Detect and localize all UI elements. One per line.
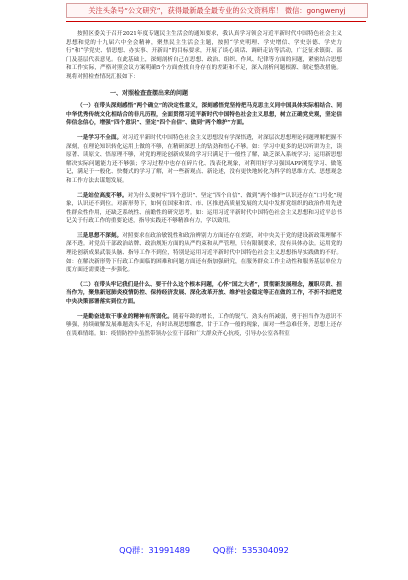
paragraph-point-4: [66, 313, 342, 339]
point-4-text: 随着年龄的增长，工作的锐气、劲头有所减弱，勇于担当作为意识不够强，持续破解发展难题劲头不足，有时出现思想懈怠，甘于工作一般的现象，面对一些急难任务，思想上还存在畏难情绪。如：疫情防控中虽然带领办公室干部和广大群众齐心抗疫，引导办公室各科室: [66, 313, 342, 337]
subsection-1-heading: （一）在带头深刻感悟“两个确立”的决定性意义，深刻感悟党坚持把马克思主义同中国具体实际相结合、同中华优秀传统文化相结合的非凡历程，全面贯彻习近平新时代中国特色社会主义思想，树立正确党史观，坚定信仰信念信心，增强“四个意识”、坚定“四个自信”、做到“两个维护”方面。: [66, 103, 342, 127]
footer-qq-group-1: QQ群：31991489: [119, 545, 191, 555]
point-2-text: 对为什么要树牢“四个意识”、坚定“四个自信”、做到“两个维护”认识还存在“口号化”现象，认识还不到位。对新形势下，如何在国家和省、市、区推进高质量发展的大局中发挥党组织的政治作用先进性群众性作用，还缺乏系统性、前瞻性的研究思考。如：运用习近平新时代中国特色社会主义思想和习近平总书记关于行政工作的重要论述，指导实践还不够精准有力，学以致用。: [66, 192, 342, 225]
subsection-2-heading: （二）在带头牢记我们是什么、要干什么这个根本问题，心怀“国之大者”，贯彻新发展理念，履职尽责、担当作为，聚焦新冠肺炎疫情防控、保持经济发展、深化改革开放、维护社会稳定等正在做的工作，不折不扣把党中央决策部署落实到位方面。: [66, 281, 342, 306]
point-1-text: 对习近平新时代中国特色社会主义思想没有学深悟透，对深层次思想理论问题理解把握不深刻，在理论知识转化运用上做的不够，在精研深思上的钻劲和恒心不够。如：学习中更多的是以听讲为主，读原著、读原文、悟原理不够，对党的理论创新成果的学习只满足于一般性了解，缺乏深入系统学习；运用新思想解决实际问题能力还不够强；学习过程中也存在碎片化、浅表化现象，对利用好学习强国APP浏览学习、做笔记，满足于一般化、快餐式的学习了解，对一些新观点、新论述，没有更快地转化为科学的思维方式、思想观念和工作方法去谋划发展。: [66, 134, 342, 184]
point-3-title: 三是思想不深刻。: [77, 232, 123, 239]
footer-qq-group-2: QQ群：535304092: [212, 545, 289, 555]
point-2-title: 二是站位高度不够。: [77, 192, 128, 199]
footer-contact: [0, 545, 408, 556]
header-banner: 关注头条号“公文研究”，获得最新最全最专业的公文资料库！ 微信：gongwenyj: [66, 3, 368, 18]
paragraph-point-1: [66, 134, 342, 186]
point-1-title: 一是学习不全面。: [77, 134, 123, 141]
point-3-text: 对照要求在政治敏锐性和政治辨别力方面还存在差距，对中央关于党的建设新政策理解不深不透。对党员干部政治站牌、政治规矩方面的从严约束和从严管理，只有限制要求，没有具体办法。运用党的理论创新成果武装头脑、指导工作不到位，特别是运用习近平新时代中国特色社会主义思想指导实践做的不好。如：在解决新形势下行政工作面临的困难和问题方面还有指加强研究，在服务群众工作主动性和服务基层单位力度方面还需要进一步强化。: [66, 232, 342, 274]
document-body: [66, 30, 342, 338]
section-heading: 一、对照检查查摆出来的问题: [110, 89, 189, 97]
point-4-title: 一是勤奋进取干事业的精神有所弱化。: [77, 313, 173, 320]
intro-paragraph: 按照区委关于召开2021年度专题民主生活会的通知要求，我认真学习领会习近平新时代中国特色社会主义思想和党的十九届六中全会精神，聚焦民主生活会主题，按照“学史明理、学史增信、学史崇德、学史力行”和“学党史、悟思想、办实事、开新局”的目标要求，开展了谈心谈话、调研走访等活动，广泛征求镇街、部门及基层代表意见。在此基础上，深刻剖析自己在思想、政治、组织、作风、纪律等方面的问题，紧密结合思想和工作实际，严格对照会议方案明确5个方面查找自身存在的差距和不足，深入剖析问题根源、制定整改措施。现将对照检查情况汇报如下：: [66, 31, 342, 80]
paragraph-point-3: [66, 232, 342, 275]
paragraph-point-2: [66, 192, 342, 226]
header-rule: [66, 21, 366, 22]
